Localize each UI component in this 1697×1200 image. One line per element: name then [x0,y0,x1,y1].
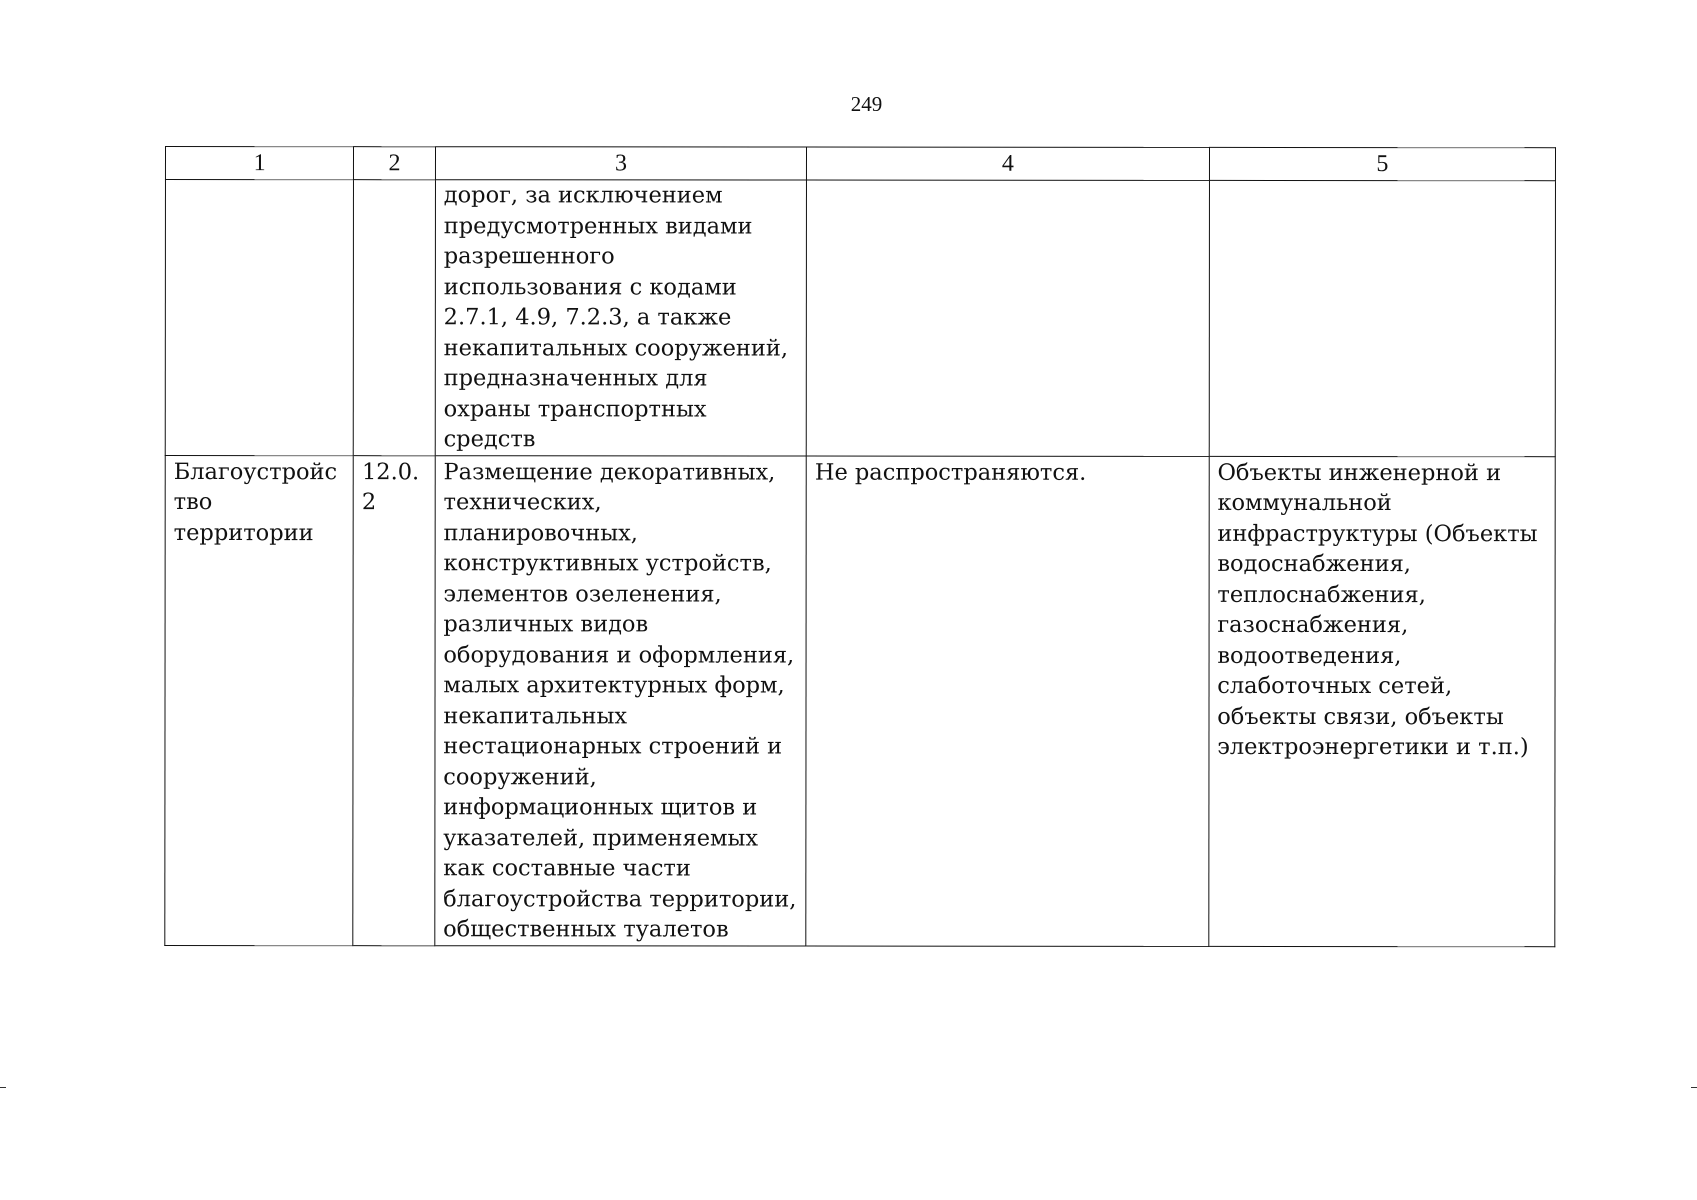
table-row [165,455,1555,946]
use-name-cell [165,180,353,456]
auxiliary-uses-cell [1209,180,1555,456]
page-number: 249 [850,92,883,116]
table-header-row [165,147,1555,181]
header-col-4: 4 [807,147,1210,180]
parameters-cell [806,180,1209,456]
table-row [165,180,1555,457]
use-name-cell: Благоустройство территории [165,455,354,945]
auxiliary-uses-cell: Объекты инженерной и коммунальной инфраструктуры (Объекты водоснабжения, теплоснабжения, газоснабжения, водоотведения, слаботочных сетей, объекты связи, объекты электроэнергетики и т.п.) [1209,456,1556,946]
scan-margin-mark-right [1691,1087,1697,1088]
use-code-cell: 12.0.2 [353,455,435,945]
header-col-3: 3 [435,147,806,180]
scan-margin-mark-left [0,1087,6,1088]
parameters-cell: Не распространяются. [806,456,1209,946]
use-description-cell: дорог, за исключением предусмотренных видами разрешенного использования с кодами 2.7.1, 4.9, 7.2.3, а также некапитальных сооружений, предназначенных для охраны транспортных средств [435,180,807,456]
header-col-5: 5 [1209,147,1555,180]
use-code-cell [353,180,435,456]
land-use-table [164,146,1556,947]
header-col-2: 2 [354,147,436,180]
header-col-1: 1 [165,147,353,180]
use-description-cell: Размещение декоративных, технических, планировочных, конструктивных устройств, элементов озеленения, различных видов оборудования и оформления, малых архитектурных форм, некапитальных нестационарных строений и сооружений, информационных щитов и указателей, применяемых как составные части благоустройства территории, общественных туалетов [435,455,807,945]
